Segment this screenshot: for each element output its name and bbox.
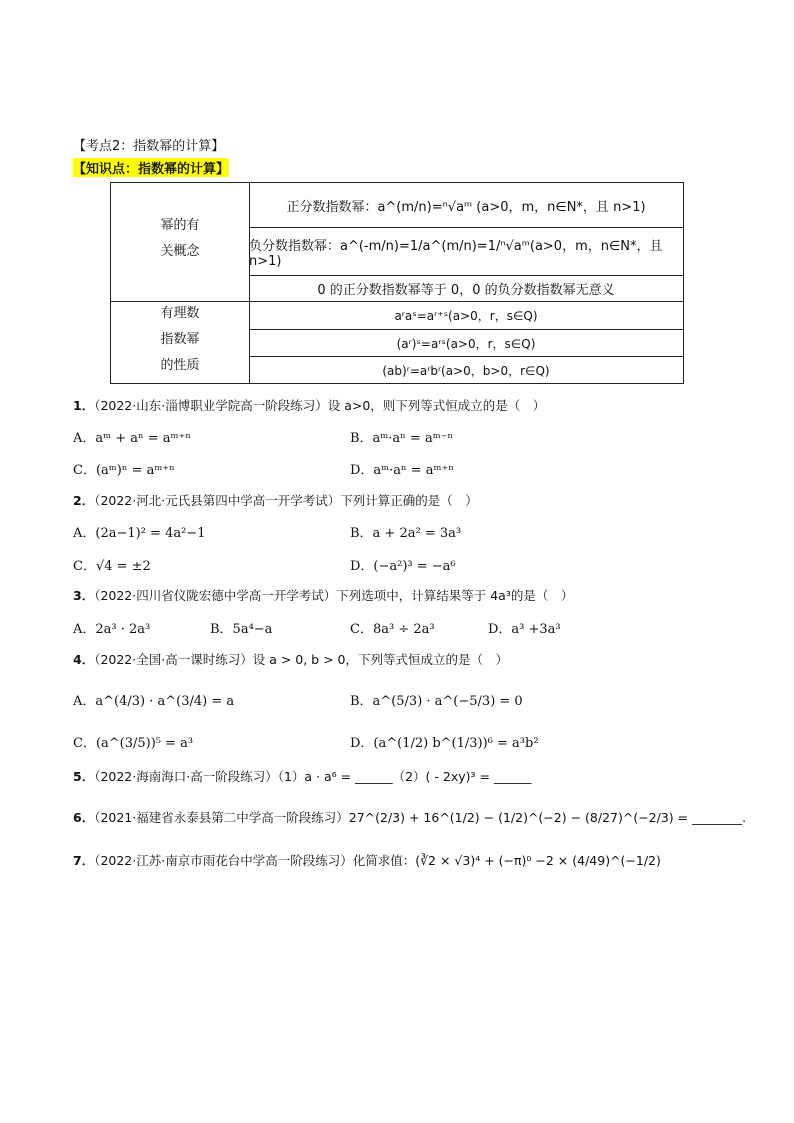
- question-number: 6．: [73, 810, 95, 825]
- q4-option-b[interactable]: B．a^(5/3) · a^(−5/3) = 0: [350, 694, 523, 709]
- question-stem: 下列计算正确的是（ ）: [340, 493, 478, 508]
- question-number: 2．: [73, 493, 95, 508]
- q2-option-c[interactable]: C．√4 = ±2: [73, 559, 151, 574]
- q2-option-b[interactable]: B．a + 2a² = 3a³: [350, 526, 462, 541]
- question-number: 3．: [73, 588, 95, 603]
- question-5: [73, 767, 531, 785]
- question-stem: 27^(2/3) + 16^(1/2) − (1/2)^(−2) − (8/27)^(−2/3) = ________.: [348, 810, 747, 825]
- q1-option-b[interactable]: B．aᵐ·aⁿ = aᵐ⁻ⁿ: [350, 431, 454, 446]
- table-row-power-rule: (aʳ)ˢ=aʳˢ(a>0，r，s∈Q): [249, 329, 683, 356]
- q3-option-b[interactable]: B．5a⁴−a: [210, 622, 273, 637]
- group1-label-line1: 幂的有: [160, 218, 200, 233]
- question-source: （2022·四川省仪陇宏德中学高一开学考试）: [94, 588, 337, 603]
- question-stem: 下列选项中，计算结果等于 4a³的是（ ）: [336, 588, 574, 603]
- q2-option-d[interactable]: D．(−a²)³ = −a⁶: [350, 559, 456, 574]
- question-number: 5．: [73, 769, 95, 784]
- question-stem: （1）a · a⁶ = ______（2）( - 2xy)³ = ______: [277, 769, 532, 784]
- table-row-negative-fraction-power: 负分数指数幂：a^(-m/n)=1/a^(m/n)=1/ⁿ√aᵐ(a>0，m，n∈N*，且 n>1): [249, 227, 683, 275]
- question-source: （2022·全国·高一课时练习）: [94, 652, 253, 667]
- question-stem: 化简求值：(∛2 × √3)⁴ + (−π)⁰ −2 × (4/49)^(−1/2): [352, 853, 661, 868]
- table-row-product-rule: aʳaˢ=aʳ⁺ˢ(a>0，r，s∈Q): [249, 301, 683, 329]
- question-1: [73, 396, 545, 414]
- knowledge-table: [110, 182, 684, 384]
- q3-option-a[interactable]: A．2a³ · 2a³: [73, 622, 151, 637]
- question-4: [73, 650, 508, 668]
- question-number: 1．: [73, 398, 95, 413]
- q2-option-a[interactable]: A．(2a−1)² = 4a²−1: [73, 526, 206, 541]
- question-source: （2022·山东·淄博职业学院高一阶段练习）: [94, 398, 328, 413]
- question-number: 4．: [73, 652, 95, 667]
- question-stem: 设 a>0，则下列等式恒成立的是（ ）: [327, 398, 546, 413]
- q1-option-a[interactable]: A．aᵐ + aⁿ = aᵐ⁺ⁿ: [73, 431, 192, 446]
- knowledge-tag: 【知识点：指数幂的计算】: [73, 158, 229, 177]
- q4-option-a[interactable]: A．a^(4/3) · a^(3/4) = a: [73, 694, 235, 709]
- table-row-positive-fraction-power: 正分数指数幂：a^(m/n)=ⁿ√aᵐ (a>0，m，n∈N*，且 n>1): [286, 199, 646, 215]
- question-source: （2021·福建省永泰县第二中学高一阶段练习）: [94, 810, 349, 825]
- question-source: （2022·海南海口·高一阶段练习）: [94, 769, 278, 784]
- section-title: 【考点2：指数幂的计算】: [73, 139, 225, 154]
- table-row-product-power-rule: (ab)ʳ=aʳbʳ(a>0，b>0，r∈Q): [249, 356, 683, 383]
- question-6: [73, 808, 746, 826]
- question-number: 7．: [73, 853, 95, 868]
- question-2: [73, 491, 478, 509]
- group2-label-line3: 的性质: [160, 358, 200, 373]
- question-source: （2022·河北·元氏县第四中学高一开学考试）: [94, 493, 341, 508]
- q1-option-c[interactable]: C．(aᵐ)ⁿ = aᵐ⁺ⁿ: [73, 463, 175, 478]
- q4-option-c[interactable]: C．(a^(3/5))⁵ = a³: [73, 736, 194, 751]
- group1-label-line2: 关概念: [160, 244, 200, 259]
- question-7: [73, 851, 661, 869]
- question-3: [73, 586, 573, 604]
- group2-label-line1: 有理数: [160, 306, 200, 321]
- q3-option-d[interactable]: D．a³ +3a³: [488, 622, 561, 637]
- q3-option-c[interactable]: C．8a³ ÷ 2a³: [350, 622, 435, 637]
- table-row-zero-power: 0 的正分数指数幂等于 0，0 的负分数指数幂无意义: [249, 275, 683, 301]
- group2-label-line2: 指数幂: [160, 332, 200, 347]
- q1-option-d[interactable]: D．aᵐ·aⁿ = aᵐ⁺ⁿ: [350, 463, 455, 478]
- q4-option-d[interactable]: D．(a^(1/2) b^(1/3))⁶ = a³b²: [350, 736, 539, 751]
- question-stem: 设 a > 0, b > 0，下列等式恒成立的是（ ）: [252, 652, 508, 667]
- question-source: （2022·江苏·南京市雨花台中学高一阶段练习）: [94, 853, 353, 868]
